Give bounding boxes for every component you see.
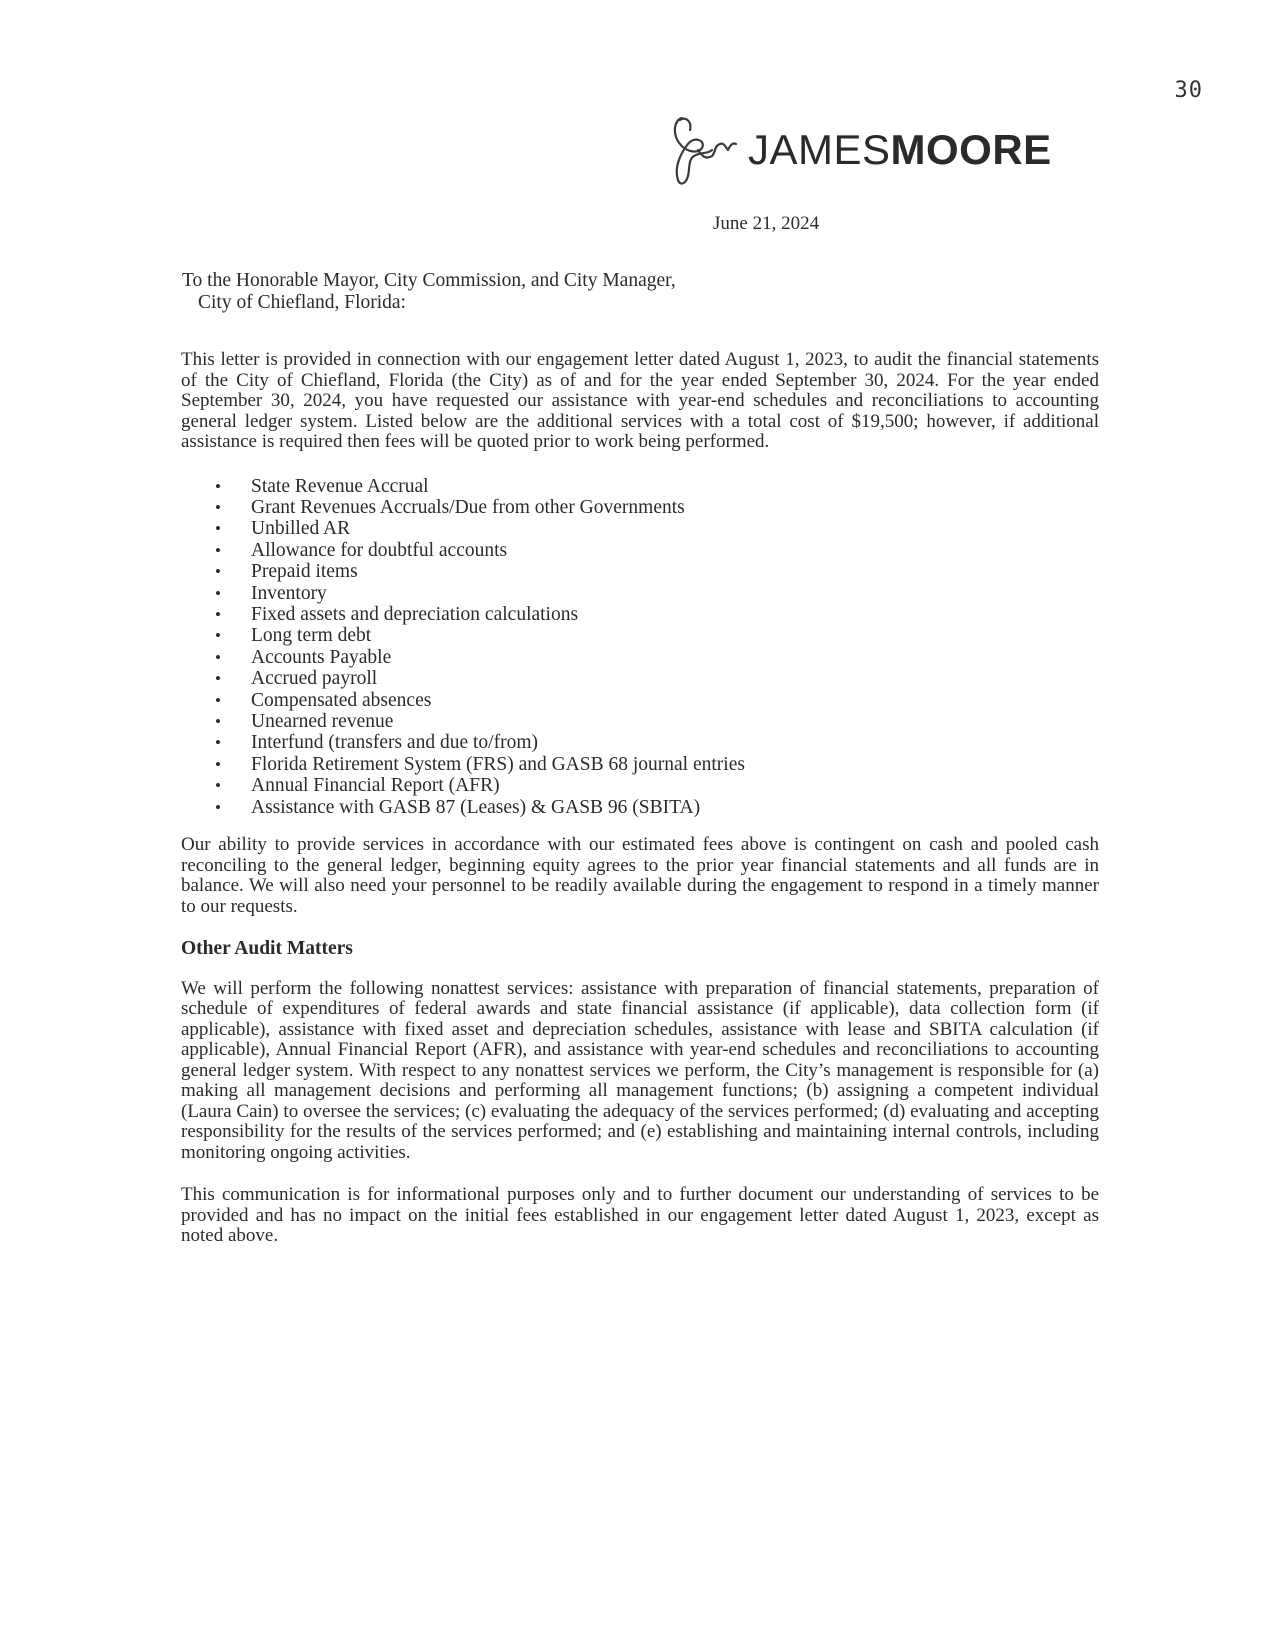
list-item: • Unearned revenue bbox=[181, 711, 1099, 732]
logo-text-james: JAMES bbox=[748, 126, 891, 173]
salutation-line-1: To the Honorable Mayor, City Commission, and City Manager, bbox=[182, 270, 676, 291]
list-item: • Assistance with GASB 87 (Leases) & GASB 96 (SBITA) bbox=[181, 797, 1099, 818]
list-item: • Compensated absences bbox=[181, 690, 1099, 711]
james-moore-signature-icon bbox=[668, 110, 746, 190]
list-item: • State Revenue Accrual bbox=[181, 476, 1099, 497]
list-item: • Grant Revenues Accruals/Due from other Governments bbox=[181, 497, 1099, 518]
salutation-line-2: City of Chiefland, Florida: bbox=[198, 292, 406, 313]
list-item: • Florida Retirement System (FRS) and GASB 68 journal entries bbox=[181, 754, 1099, 775]
salutation bbox=[182, 270, 676, 314]
logo-text bbox=[748, 126, 1052, 173]
page-number: 30 bbox=[1174, 78, 1203, 103]
contingency-paragraph: Our ability to provide services in accordance with our estimated fees above is contingent on cash and pooled cash reconciling to the general ledger, beginning equity agrees to the prior year financial statements and all funds are in balance. We will also need your personnel to be readily available during the engagement to respond in a timely manner to our requests. bbox=[181, 834, 1099, 917]
list-item: • Interfund (transfers and due to/from) bbox=[181, 732, 1099, 753]
letter-body bbox=[181, 350, 1099, 1247]
list-item: • Prepaid items bbox=[181, 561, 1099, 582]
list-item: • Accrued payroll bbox=[181, 668, 1099, 689]
company-logo bbox=[668, 110, 1052, 190]
services-list bbox=[181, 476, 1099, 819]
list-item: • Long term debt bbox=[181, 625, 1099, 646]
letter-date: June 21, 2024 bbox=[713, 213, 820, 234]
list-item: • Accounts Payable bbox=[181, 647, 1099, 668]
intro-paragraph: This letter is provided in connection with our engagement letter dated August 1, 2023, to audit the financial statements of the City of Chiefland, Florida (the City) as of and for the year ended September 30, 2024. For the year ended September 30, 2024, you have requested our assistance with year-end schedules and reconciliations to accounting general ledger system. Listed below are the additional services with a total cost of $19,500; however, if additional assistance is required then fees will be quoted prior to work being performed. bbox=[181, 349, 1099, 452]
logo-text-moore: MOORE bbox=[890, 126, 1052, 173]
closing-paragraph: This communication is for informational purposes only and to further document our understanding of services to be provided and has no impact on the initial fees established in our engagement letter dated August 1, 2023, except as noted above. bbox=[181, 1184, 1099, 1246]
nonattest-paragraph: We will perform the following nonattest services: assistance with preparation of financial statements, preparation of schedule of expenditures of federal awards and state financial assistance (if applicable), data collection form (if applicable), assistance with fixed asset and depreciation schedules, assistance with lease and SBITA calculation (if applicable), Annual Financial Report (AFR), and assistance with year-end schedules and reconciliations to accounting general ledger system. With respect to any nonattest services we perform, the City’s management is responsible for (a) making all management decisions and performing all management functions; (b) assigning a competent individual (Laura Cain) to oversee the services; (c) evaluating the adequacy of the services performed; (d) evaluating and accepting responsibility for the results of the services performed; and (e) establishing and maintaining internal controls, including monitoring ongoing activities. bbox=[181, 977, 1099, 1163]
list-item: • Fixed assets and depreciation calculations bbox=[181, 604, 1099, 625]
list-item: • Annual Financial Report (AFR) bbox=[181, 775, 1099, 796]
list-item: • Unbilled AR bbox=[181, 518, 1099, 539]
section-heading-other-audit-matters: Other Audit Matters bbox=[181, 938, 353, 959]
list-item: • Inventory bbox=[181, 583, 1099, 604]
list-item: • Allowance for doubtful accounts bbox=[181, 540, 1099, 561]
